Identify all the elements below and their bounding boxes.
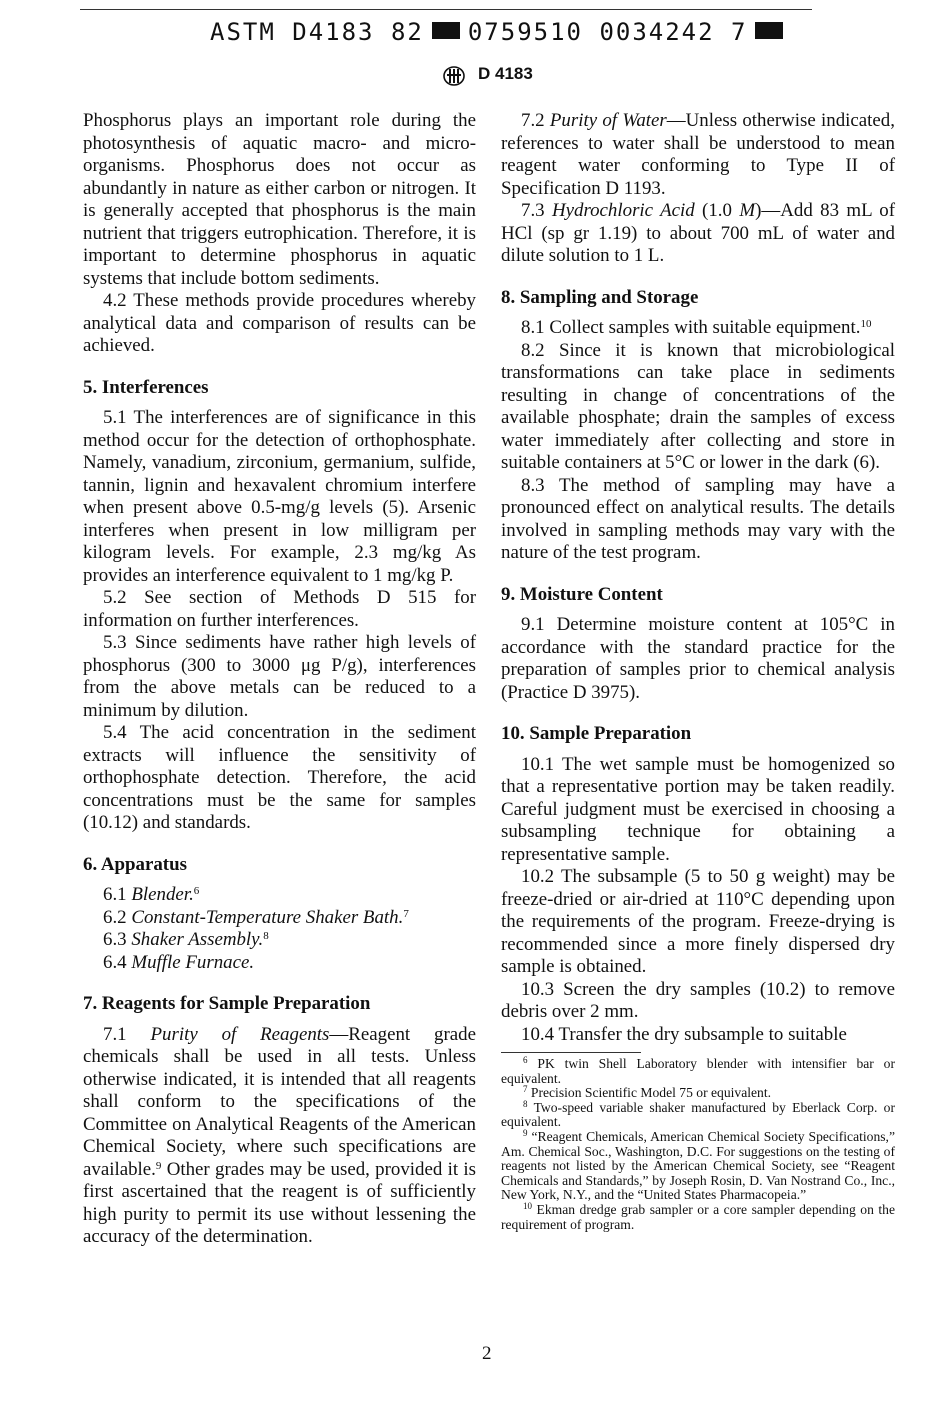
apparatus-item: 6.4 Muffle Furnace. <box>103 951 255 973</box>
section-8-heading: 8. Sampling and Storage <box>501 286 699 308</box>
paragraph-5-2: 5.2 See section of Methods D 515 for information on further interferences. <box>83 587 476 631</box>
paragraph-8-1: 8.1 Collect samples with suitable equipment.$^{10}$ <box>521 317 872 338</box>
apparatus-item: 6.2 Constant-Temperature Shaker Bath.$^7$ <box>103 906 409 928</box>
paragraph-10-3: 10.3 Screen the dry samples (10.2) to remove debris over 2 mm. <box>501 978 895 1022</box>
paragraph-7-2: 7.2 Purity of Water—Unless otherwise indicated, references to water shall be understood to mean reagent water conforming to Type II of Specification D 1193. <box>501 110 895 199</box>
scan-header <box>210 18 810 48</box>
section-5-heading: 5. Interferences <box>83 376 209 398</box>
scan-header-mid: 0759510 0034242 7 <box>467 18 748 46</box>
paragraph-5-3: 5.3 Since sediments have rather high levels of phosphorus (300 to 3000 μg P/g), interferences from the above metals can be reduced to a minimum by dilution. <box>83 632 476 721</box>
footnote: $^8$ Two-speed variable shaker manufactured by Eberlack Corp. or equivalent. <box>501 1098 895 1130</box>
left-column <box>83 110 476 1249</box>
paragraph-10-2: 10.2 The subsample (5 to 50 g weight) may be freeze-dried or air-dried at 110°C depending upon the requirements of the program. Freeze-drying is recommended since a more finely dispersed dry sample is obtained. <box>501 866 895 977</box>
paragraph-5-4: 5.4 The acid concentration in the sediment extracts will influence the sensitivity of orthophosphate detection. Therefore, the acid concentrations must be the same for samples (10.12) and standards. <box>83 722 476 833</box>
footnotes <box>501 1057 895 1232</box>
astm-logo-icon <box>443 66 465 86</box>
section-9-heading: 9. Moisture Content <box>501 583 663 605</box>
footnote-rule <box>501 1052 641 1053</box>
section-6-heading: 6. Apparatus <box>83 853 187 875</box>
footnote: $^{10}$ Ekman dredge grab sampler or a core sampler depending on the requirement of program. <box>501 1200 896 1232</box>
paragraph-10-1: 10.1 The wet sample must be homogenized so that a representative portion may be taken readily. Careful judgment must be exercised in choosing a subsampling technique for obtaining a representative sample. <box>501 753 895 865</box>
section-7-heading: 7. Reagents for Sample Preparation <box>83 993 371 1014</box>
scan-block-mark <box>755 22 783 39</box>
paragraph-5-1: 5.1 The interferences are of significance in this method occur for the detection of orthophosphate. Namely, vanadium, zirconium, germanium, sulfide, tannin, lignin and hexavalent chromium interfere when present above 0.5-mg/g levels (5). Arsenic interferes when present in low milligram per kilogram levels. For example, 2.3 mg/kg As provides an interference equivalent to 1 mg/kg P. <box>83 407 476 586</box>
page-number: 2 <box>482 1343 492 1364</box>
scan-block-mark <box>432 22 460 39</box>
paragraph-8-2: 8.2 Since it is known that microbiological transformations can take place in sediments resulting in change of concentrations of the available phosphate; drain the samples of excess water immediately after collecting and store in suitable containers at 5°C or lower in the dark (6). <box>501 339 895 473</box>
apparatus-item: 6.1 Blender.$^6$ <box>103 884 200 905</box>
paragraph-9-1: 9.1 Determine moisture content at 105°C in accordance with the standard practice for the preparation of samples prior to chemical analysis (Practice D 3975). <box>501 614 895 703</box>
paragraph-4-2: 4.2 These methods provide procedures whereby analytical data and comparison of results can be achieved. <box>83 290 476 356</box>
paragraph-4-1-continued: Phosphorus plays an important role during the photosynthesis of aquatic macro- and micro-organisms. Phosphorus does not occur as abundantly in nature as either carbon or nitrogen. It is generally accepted that phosphorus is the main nutrient that triggers eutrophication. Therefore, it is important to determine phosphorus in aquatic systems that include bottom sediments. <box>83 110 476 289</box>
right-column <box>501 110 895 1232</box>
top-rule <box>80 9 812 10</box>
paragraph-10-4: 10.4 Transfer the dry subsample to suitable <box>521 1023 847 1045</box>
paragraph-7-3: 7.3 Hydrochloric Acid (1.0 M)—Add 83 mL of HCl (sp gr 1.19) to about 700 mL of water and dilute solution to 1 L. <box>501 200 895 266</box>
section-10-heading: 10. Sample Preparation <box>501 723 692 744</box>
paragraph-7-1: 7.1 Purity of Reagents—Reagent grade chemicals shall be used in all tests. Unless otherwise indicated, it is intended that all reagents shall conform to the specifications of the Committee on Analytical Reagents of the American Chemical Society, where such specifications are available.$^9$ Other grades may be used, provided it is first ascertained that the reagent is of sufficiently high purity to permit its use without lessening the accuracy of the determination. <box>83 1023 476 1247</box>
footnote: $^7$ Precision Scientific Model 75 or equivalent. <box>523 1084 772 1101</box>
paragraph-8-3: 8.3 The method of sampling may have a pronounced effect on analytical results. The details involved in sampling methods may vary with the nature of the test program. <box>501 474 895 563</box>
footnote: $^9$ “Reagent Chemicals, American Chemical Society Specifications,” Am. Chemical Soc., Washington, D.C. For suggestions on the testing of reagents not listed by the American Chemical Society, see “Reagent Chemicals and Standards,” by Joseph Rosin, D. Van Nostrand Co., Inc., New York, N.Y., and the “United States Pharmacopeia.” <box>501 1127 895 1203</box>
document-number: D 4183 <box>478 64 533 83</box>
apparatus-item: 6.3 Shaker Assembly.$^8$ <box>103 929 269 950</box>
footnote: $^6$ PK twin Shell Laboratory blender with intensifier bar or equivalent. <box>501 1055 895 1086</box>
scan-header-left: ASTM D4183 82 <box>210 18 424 46</box>
